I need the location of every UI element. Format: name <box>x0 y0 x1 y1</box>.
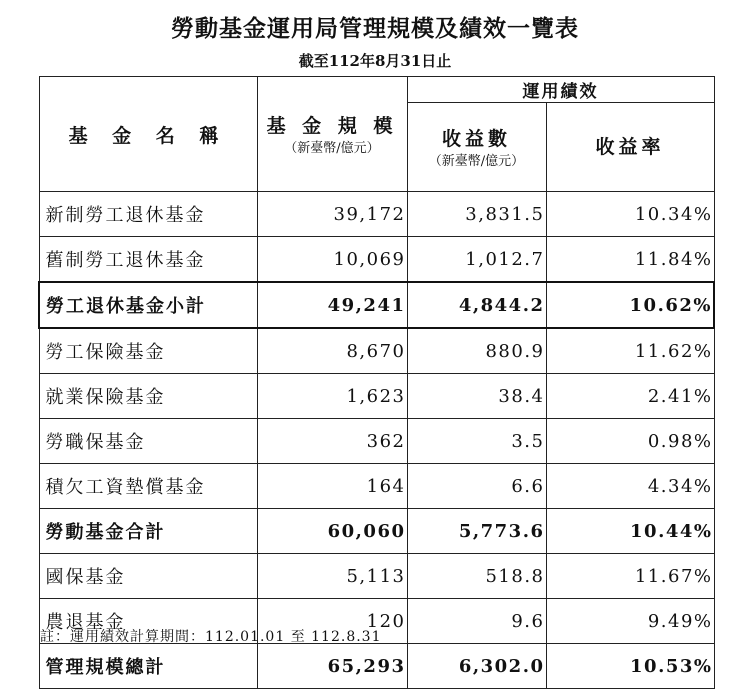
fund-scale-cell: 5,113 <box>257 554 407 599</box>
table-row <box>39 554 714 599</box>
grand-total-row <box>39 644 714 689</box>
page-title: 勞動基金運用局管理規模及績效一覽表 <box>171 15 579 42</box>
fund-scale-cell: 49,241 <box>257 282 407 328</box>
income-cell: 5,773.6 <box>407 509 546 554</box>
fund-scale-cell: 60,060 <box>257 509 407 554</box>
fund-name-cell: 勞工退休基金小計 <box>39 282 257 328</box>
header-fund-scale-label: 基 金 規 模 <box>266 115 398 137</box>
fund-scale-cell: 362 <box>257 419 407 464</box>
return-rate-cell: 11.84% <box>546 237 714 283</box>
fund-name-cell: 勞工保險基金 <box>39 328 257 374</box>
return-rate-cell: 10.44% <box>546 509 714 554</box>
return-rate-cell: 2.41% <box>546 374 714 419</box>
table-row <box>39 192 714 237</box>
header-income <box>407 103 546 192</box>
fund-scale-cell: 120 <box>257 599 407 644</box>
fund-name-cell: 就業保險基金 <box>39 374 257 419</box>
table-row <box>39 419 714 464</box>
fund-scale-cell: 164 <box>257 464 407 509</box>
fund-name-cell: 管理規模總計 <box>39 644 257 689</box>
income-cell: 6.6 <box>407 464 546 509</box>
return-rate-cell: 10.34% <box>546 192 714 237</box>
income-cell: 880.9 <box>407 328 546 374</box>
fund-name-cell: 勞職保基金 <box>39 419 257 464</box>
income-cell: 38.4 <box>407 374 546 419</box>
table-row <box>39 328 714 374</box>
fund-performance-table <box>38 76 715 689</box>
fund-scale-cell: 65,293 <box>257 644 407 689</box>
header-income-label: 收益數 <box>441 128 511 150</box>
header-fund-name: 基 金 名 稱 <box>39 77 257 192</box>
fund-name-cell: 積欠工資墊償基金 <box>39 464 257 509</box>
return-rate-cell: 9.49% <box>546 599 714 644</box>
fund-scale-cell: 10,069 <box>257 237 407 283</box>
return-rate-cell: 10.62% <box>546 282 714 328</box>
return-rate-cell: 11.67% <box>546 554 714 599</box>
header-fund-scale-unit: （新臺幣/億元） <box>284 141 380 156</box>
total-row <box>39 509 714 554</box>
table-row <box>39 374 714 419</box>
table-row <box>39 464 714 509</box>
header-performance: 運用績效 <box>407 77 714 103</box>
fund-name-cell: 舊制勞工退休基金 <box>39 237 257 283</box>
income-cell: 4,844.2 <box>407 282 546 328</box>
fund-scale-cell: 39,172 <box>257 192 407 237</box>
return-rate-cell: 0.98% <box>546 419 714 464</box>
fund-name-cell: 勞動基金合計 <box>39 509 257 554</box>
footnote: 註：運用績效計算期間：112.01.01 至 112.8.31 <box>40 629 382 645</box>
fund-name-cell: 國保基金 <box>39 554 257 599</box>
header-income-unit: （新臺幣/億元） <box>428 154 525 169</box>
fund-scale-cell: 8,670 <box>257 328 407 374</box>
header-fund-scale <box>257 77 407 192</box>
return-rate-cell: 10.53% <box>546 644 714 689</box>
income-cell: 6,302.0 <box>407 644 546 689</box>
income-cell: 3.5 <box>407 419 546 464</box>
return-rate-cell: 11.62% <box>546 328 714 374</box>
return-rate-cell: 4.34% <box>546 464 714 509</box>
fund-scale-cell: 1,623 <box>257 374 407 419</box>
header-return-rate: 收益率 <box>546 103 714 192</box>
income-cell: 9.6 <box>407 599 546 644</box>
fund-name-cell: 農退基金 <box>39 599 257 644</box>
subtotal-row <box>39 282 714 328</box>
income-cell: 3,831.5 <box>407 192 546 237</box>
table-row <box>39 237 714 283</box>
income-cell: 1,012.7 <box>407 237 546 283</box>
income-cell: 518.8 <box>407 554 546 599</box>
as-of-date: 截至112年8月31日止 <box>298 52 452 70</box>
fund-name-cell: 新制勞工退休基金 <box>39 192 257 237</box>
